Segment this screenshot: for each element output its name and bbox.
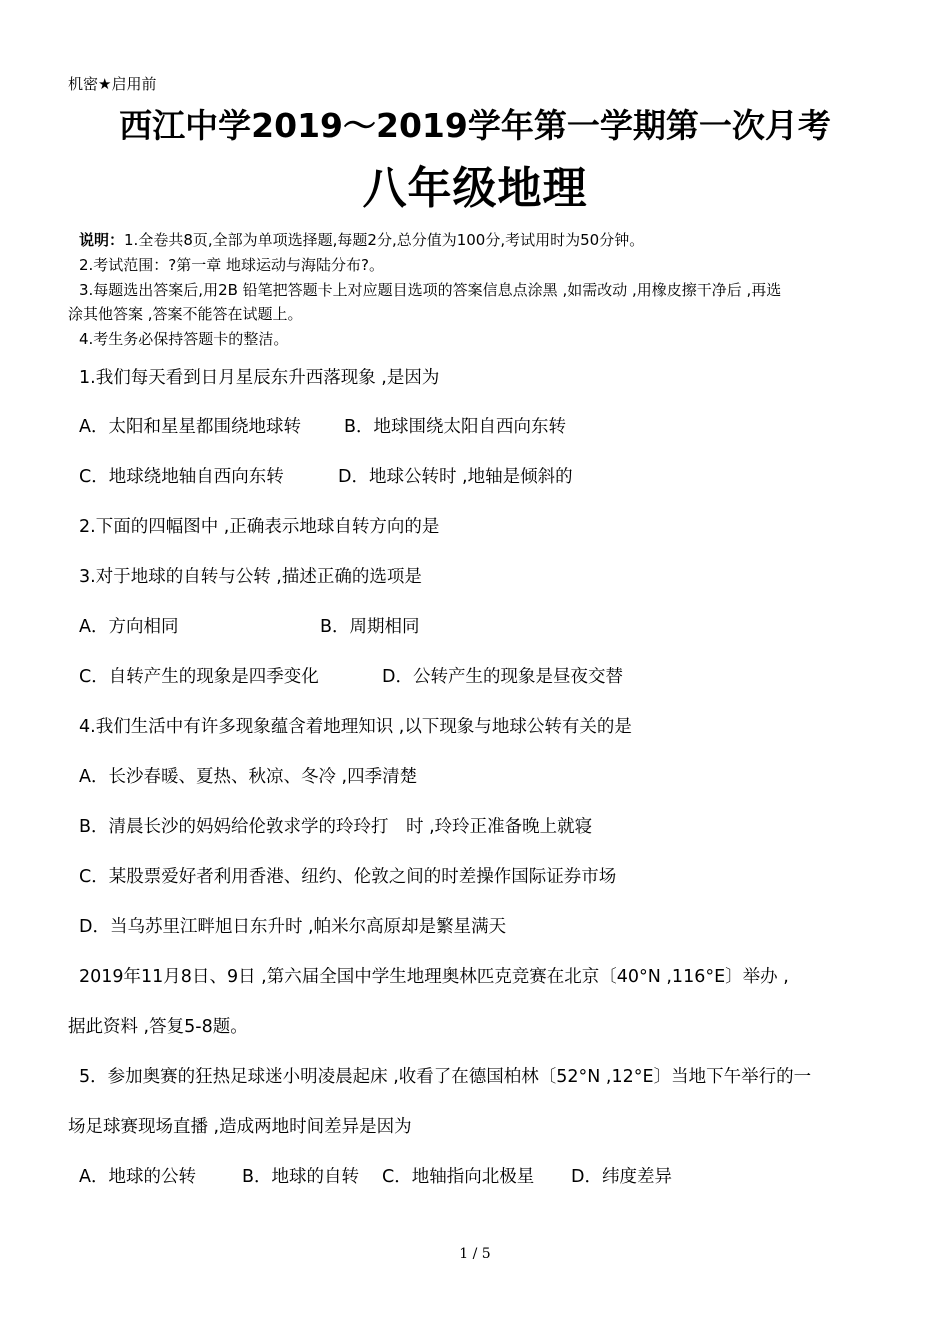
note-line-4: 4.考生务必保持答题卡的整洁。 bbox=[79, 330, 289, 348]
question-3-stem: 3.对于地球的自转与公转 ,描述正确的选项是 bbox=[79, 567, 422, 587]
question-5-option-c: C．地轴指向北极星 bbox=[382, 1167, 535, 1187]
question-3-options-cd bbox=[79, 664, 623, 690]
question-1-stem: 1.我们每天看到日月星辰东升西落现象 ,是因为 bbox=[79, 368, 440, 388]
question-5-options bbox=[79, 1164, 672, 1190]
question-4-option-c: C．某股票爱好者利用香港、纽约、伦敦之间的时差操作国际证券市场 bbox=[79, 867, 617, 887]
question-3-option-b: B．周期相同 bbox=[320, 617, 420, 637]
note-text-1: 1.全卷共8页,全部为单项选择题,每题2分,总分值为100分,考试用时为50分钟。 bbox=[124, 231, 645, 249]
question-3-option-a: A．方向相同 bbox=[79, 617, 179, 637]
question-5-option-a: A．地球的公转 bbox=[79, 1167, 196, 1187]
question-1-options-ab bbox=[79, 414, 566, 440]
confidential-mark: 机密★启用前 bbox=[68, 75, 157, 93]
question-5-stem-1: 5．参加奥赛的狂热足球迷小明凌晨起床 ,收看了在德国柏林〔52°N ,12°E〕当地下午举行的一 bbox=[79, 1067, 812, 1087]
note-line-3b: 涂其他答案 ,答案不能答在试题上。 bbox=[68, 305, 303, 323]
note-line-2: 2.考试范围：?第一章 地球运动与海陆分布?。 bbox=[79, 256, 385, 274]
question-5-stem-2: 场足球赛现场直播 ,造成两地时间差异是因为 bbox=[68, 1117, 412, 1137]
note-line-3a: 3.每题选出答案后,用2B 铅笔把答题卡上对应题目选项的答案信息点涂黑 ,如需改动 ,用橡皮擦干净后 ,再选 bbox=[79, 281, 782, 299]
question-3-option-d: D．公转产生的现象是昼夜交替 bbox=[382, 667, 623, 687]
material-line-2: 据此资料 ,答复5-8题。 bbox=[68, 1017, 248, 1037]
question-1-options-cd bbox=[79, 464, 573, 490]
question-1-option-c: C．地球绕地轴自西向东转 bbox=[79, 467, 284, 487]
question-5-option-b: B．地球的自转 bbox=[242, 1167, 360, 1187]
question-1-option-d: D．地球公转时 ,地轴是倾斜的 bbox=[338, 467, 573, 487]
question-5-option-d: D．纬度差异 bbox=[571, 1167, 672, 1187]
note-label: 说明： bbox=[79, 231, 125, 249]
question-4-stem: 4.我们生活中有许多现象蕴含着地理知识 ,以下现象与地球公转有关的是 bbox=[79, 717, 632, 737]
question-4-option-d: D．当乌苏里江畔旭日东升时 ,帕米尔高原却是繁星满天 bbox=[79, 917, 507, 937]
page-number: 1 / 5 bbox=[459, 1246, 491, 1262]
question-3-options-ab bbox=[79, 614, 420, 640]
question-4-option-a: A．长沙春暖、夏热、秋凉、冬冷 ,四季清楚 bbox=[79, 767, 418, 787]
exam-subject: 八年级地理 bbox=[362, 163, 588, 214]
question-3-option-c: C．自转产生的现象是四季变化 bbox=[79, 667, 319, 687]
note-line-1 bbox=[79, 229, 644, 251]
question-1-option-b: B．地球围绕太阳自西向东转 bbox=[344, 417, 567, 437]
question-1-option-a: A．太阳和星星都围绕地球转 bbox=[79, 417, 301, 437]
exam-title: 西江中学2019～2019学年第一学期第一次月考 bbox=[119, 106, 831, 145]
material-line-1: 2019年11月8日、9日 ,第六届全国中学生地理奥林匹克竞赛在北京〔40°N ,116°E〕举办 , bbox=[79, 967, 789, 987]
question-2-stem: 2.下面的四幅图中 ,正确表示地球自转方向的是 bbox=[79, 517, 440, 537]
question-4-option-b: B．清晨长沙的妈妈给伦敦求学的玲玲打 时 ,玲玲正准备晚上就寝 bbox=[79, 817, 593, 837]
